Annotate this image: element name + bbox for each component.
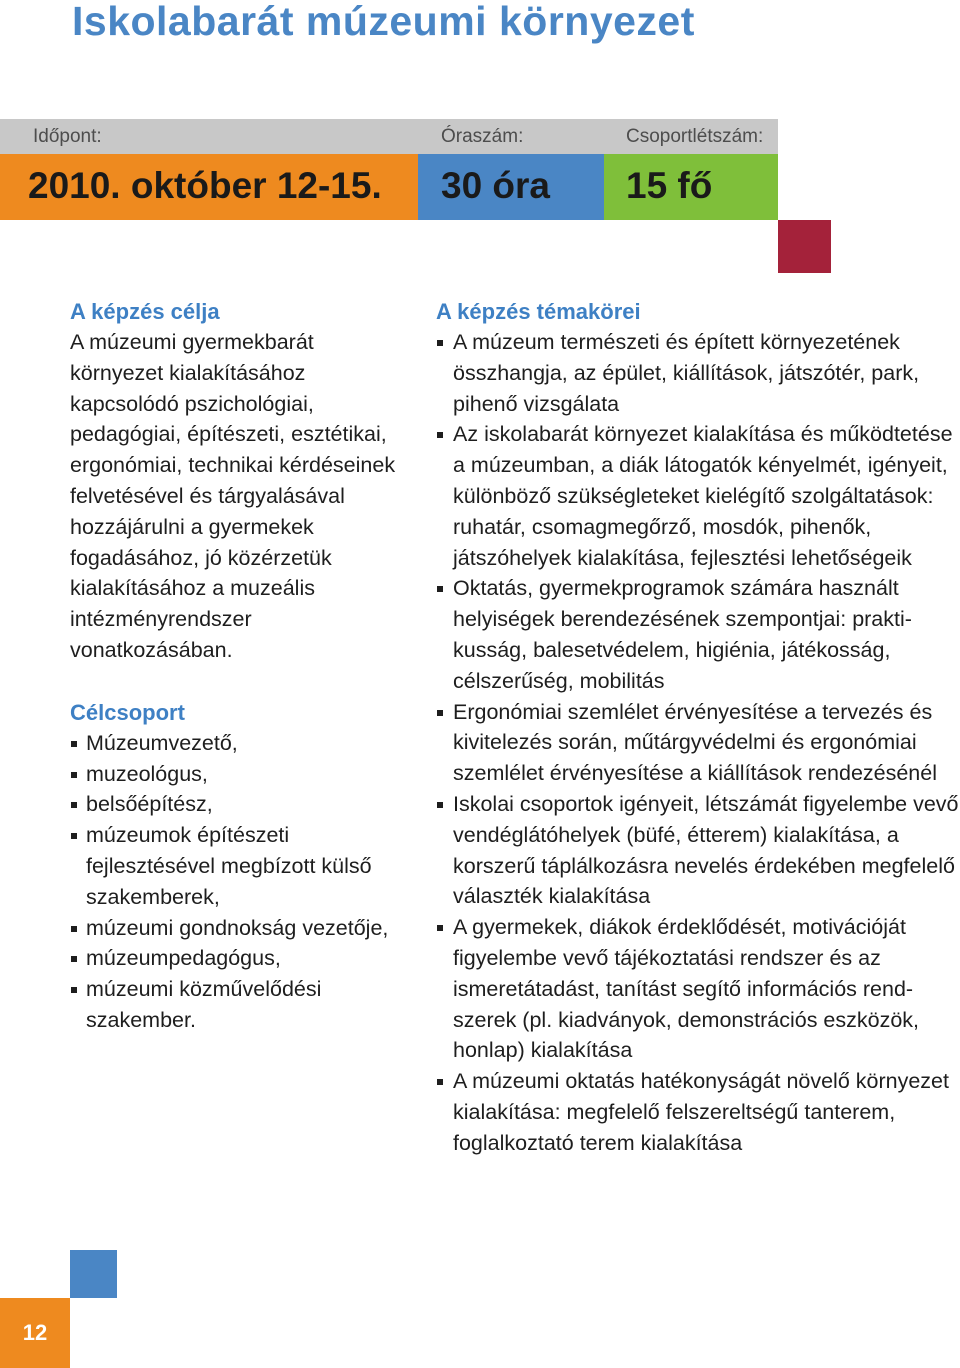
hours-value: 30 óra — [441, 165, 551, 206]
list-item — [436, 1066, 960, 1158]
list-item-text: belsőépítész, — [86, 792, 213, 817]
bullet-icon — [71, 926, 77, 932]
decorative-crimson-square — [778, 220, 831, 273]
page-number: 12 — [0, 1298, 70, 1368]
list-item-text: A gyermekek, diákok érdeklődését, motivációját figyelembe vevő tájékoztatási rendszer és az ismeretátadást, tanítást segítő információs rendszerek (pl. kiadványok, demonstrációs eszközök, honlap) kialakítása — [453, 915, 920, 1063]
list-item-text: múzeumi közművelődési szakember. — [86, 977, 322, 1032]
bullet-icon — [71, 956, 77, 962]
bullet-icon — [437, 340, 443, 346]
target-group-heading: Célcsoport — [70, 699, 185, 725]
bullet-icon — [71, 833, 77, 839]
goal-heading: A képzés célja — [70, 299, 220, 324]
list-item-text: múzeumok építészeti fejlesztésével megbízott külső szakemberek, — [86, 823, 372, 909]
bullet-icon — [437, 802, 443, 808]
list-item — [70, 974, 400, 1036]
list-item — [70, 789, 400, 820]
bullet-icon — [71, 741, 77, 747]
list-item — [436, 419, 960, 573]
list-item — [70, 728, 400, 759]
bullet-icon — [437, 1079, 443, 1085]
topics-heading: A képzés témakörei — [436, 299, 641, 324]
bullet-icon — [71, 802, 77, 808]
list-item — [70, 943, 400, 974]
bullet-icon — [437, 586, 443, 592]
list-item — [436, 912, 960, 1066]
list-item-text: Múzeumvezető, — [86, 730, 238, 755]
bullet-icon — [71, 772, 77, 778]
list-item-text: Iskolai csoportok igényeit, létszámát figyelembe vevő vendéglátóhelyek (büfé, étterem) kialakítása, a korszerű táplálkozásra nevelés érdekében megfelelő választék kialakítása — [453, 791, 959, 909]
list-item-text: A múzeumi oktatás hatékonyságát növelő környezet kialakítása: megfelelő felszereltségű tanterem, foglalkoztató terem kialakítása — [453, 1069, 949, 1155]
date-label: Időpont: — [33, 126, 102, 147]
list-item-text: múzeumpedagógus, — [86, 946, 281, 971]
target-group-list — [70, 728, 400, 1036]
page-title: Iskolabarát múzeumi környezet — [72, 0, 695, 44]
date-value: 2010. október 12-15. — [28, 165, 382, 206]
bullet-icon — [437, 710, 443, 716]
list-item — [70, 820, 400, 912]
decorative-blue-square — [70, 1250, 117, 1298]
list-item — [436, 573, 960, 696]
list-item — [70, 759, 400, 790]
list-item — [70, 913, 400, 944]
list-item — [436, 697, 960, 789]
list-item-text: Oktatás, gyermekprogramok számára használt helyiségek berendezésének szempontjai: praktikusság, balesetvédelem, higiénia, játékosság, célszerűség, mobilitás — [453, 576, 912, 693]
section-spacer — [70, 666, 400, 697]
goal-text: A múzeumi gyermekbarát környezet kialakításához kapcsolódó pszichológiai, pedagógiai, építészeti, esztétikai, ergonómiai, technikai kérdéseinek felvetésével és tárgyalásával hozzájárulni a gyermekek fogadásához, jó közérzetük kialakításához a muzeális intézményrendszer vonatkozásában. — [70, 330, 396, 662]
right-column — [436, 296, 960, 1159]
group-size-value: 15 fő — [626, 165, 713, 206]
list-item-text: Az iskolabarát környezet kialakítása és működtetése a múzeumban, a diák látogatók kényelmét, igényeit, különböző szükségleteket kielégítő szolgáltatások: ruhatár, csomagmegőrző, mosdók, pihenők, játszóhelyek kialakítása, fejlesztési lehetőségeik — [453, 422, 953, 570]
list-item — [436, 789, 960, 912]
hours-label: Óraszám: — [441, 126, 524, 147]
list-item-text: Ergonómiai szemlélet érvényesítése a tervezés és kivitelezés során, műtárgyvédelmi és ergonómiai szemlélet érvényesítése a kiállítások rendezésénél — [453, 699, 938, 786]
topics-list — [436, 327, 960, 1159]
list-item-text: A múzeum természeti és épített környezetének összhangja, az épület, kiállítások, játszótér, park, pihenő vizsgálata — [453, 330, 920, 416]
group-size-label: Csoportlétszám: — [626, 126, 764, 147]
bullet-icon — [71, 987, 77, 993]
list-item-text: múzeumi gondnokság vezetője, — [86, 915, 389, 940]
left-column — [70, 296, 400, 1036]
bullet-icon — [437, 925, 443, 931]
list-item-text: muzeológus, — [86, 761, 208, 786]
list-item — [436, 327, 960, 419]
bullet-icon — [437, 432, 443, 438]
